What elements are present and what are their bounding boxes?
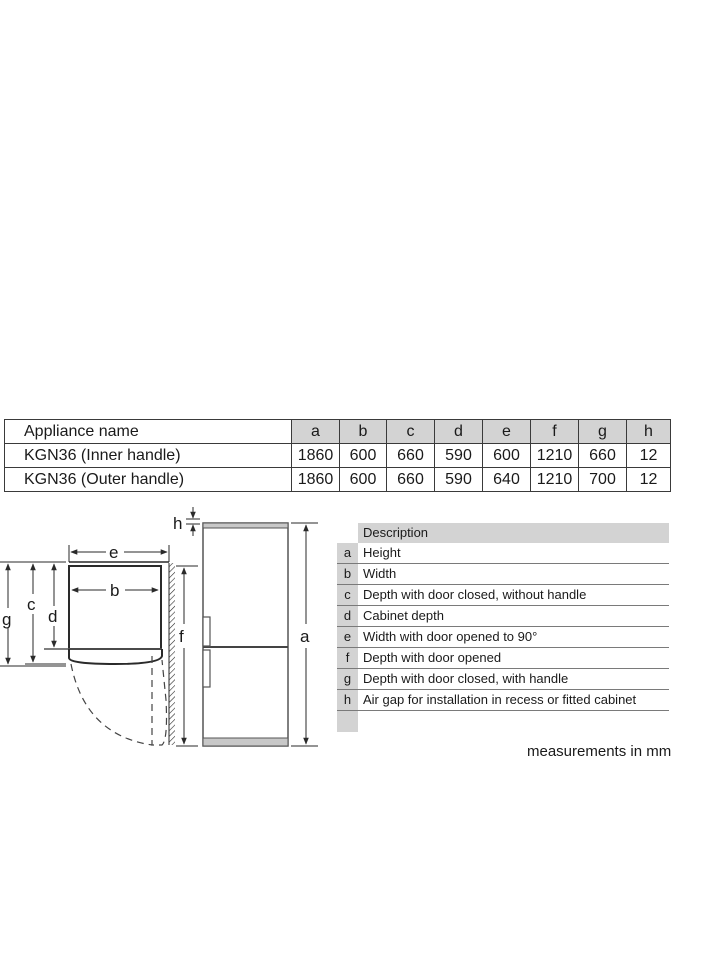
label-a: a <box>300 627 310 646</box>
legend-key: d <box>337 606 358 626</box>
legend-desc: Cabinet depth <box>363 608 444 623</box>
legend-desc: Depth with door opened <box>363 650 502 665</box>
label-d: d <box>48 607 58 626</box>
table-header-row <box>5 420 671 444</box>
dimensions-table <box>4 419 671 492</box>
legend-key: e <box>337 627 358 647</box>
legend-key: g <box>337 669 358 689</box>
legend-desc: Height <box>363 545 401 560</box>
legend-key: f <box>337 648 358 668</box>
top-view <box>0 543 198 746</box>
label-e: e <box>109 543 119 562</box>
header-col-g: g <box>579 420 627 444</box>
legend-item <box>337 564 669 585</box>
dimension-drawing <box>0 500 330 760</box>
legend-item <box>337 648 669 669</box>
legend-desc: Air gap for installation in recess or fitted cabinet <box>363 692 637 707</box>
value-cell-c: 660 <box>387 444 435 468</box>
front-view <box>173 507 318 746</box>
legend-key: c <box>337 585 358 605</box>
value-cell-a: 1860 <box>292 468 340 492</box>
legend-key: b <box>337 564 358 584</box>
legend-title: Description <box>358 523 669 543</box>
legend-desc: Depth with door closed, without handle <box>363 587 587 602</box>
lower-handle <box>203 650 210 687</box>
wall-hatch <box>169 563 175 745</box>
header-col-b: b <box>340 420 387 444</box>
header-col-a: a <box>292 420 340 444</box>
legend-key-column-tail <box>337 711 358 732</box>
legend-item <box>337 543 669 564</box>
legend-item <box>337 585 669 606</box>
value-cell-h: 12 <box>627 468 671 492</box>
value-cell-d: 590 <box>435 444 483 468</box>
label-g: g <box>2 610 12 629</box>
legend-item <box>337 627 669 648</box>
top-plinth <box>203 523 288 528</box>
units-note: measurements in mm <box>527 743 672 760</box>
value-cell-d: 590 <box>435 468 483 492</box>
value-cell-c: 660 <box>387 468 435 492</box>
appliance-name-cell: KGN36 (Outer handle) <box>5 468 292 492</box>
legend-item <box>337 606 669 627</box>
header-col-f: f <box>531 420 579 444</box>
value-cell-h: 12 <box>627 444 671 468</box>
value-cell-f: 1210 <box>531 444 579 468</box>
label-f: f <box>179 627 184 646</box>
door-outline <box>69 649 162 664</box>
header-col-h: h <box>627 420 671 444</box>
value-cell-f: 1210 <box>531 468 579 492</box>
table-row <box>5 468 671 492</box>
legend-item <box>337 690 669 711</box>
legend-key: a <box>337 543 358 563</box>
cabinet-top-outline <box>69 566 161 649</box>
appliance-name-cell: KGN36 (Inner handle) <box>5 444 292 468</box>
upper-handle <box>203 617 210 646</box>
header-col-d: d <box>435 420 483 444</box>
label-b: b <box>110 581 120 600</box>
value-cell-b: 600 <box>340 444 387 468</box>
legend-item <box>337 669 669 690</box>
table-row <box>5 444 671 468</box>
label-c: c <box>27 595 36 614</box>
door-open-outline <box>152 656 167 745</box>
value-cell-a: 1860 <box>292 444 340 468</box>
legend-desc: Depth with door closed, with handle <box>363 671 569 686</box>
value-cell-e: 600 <box>483 444 531 468</box>
fridge-front-outline <box>203 523 288 746</box>
header-col-c: c <box>387 420 435 444</box>
door-swing-arc <box>71 664 152 745</box>
value-cell-g: 700 <box>579 468 627 492</box>
bottom-plinth <box>203 738 288 746</box>
legend-desc: Width <box>363 566 397 581</box>
value-cell-e: 640 <box>483 468 531 492</box>
label-h: h <box>173 514 183 533</box>
dimension-legend <box>337 523 669 732</box>
legend-key: h <box>337 690 358 710</box>
legend-desc: Width with door opened to 90° <box>363 629 538 644</box>
value-cell-g: 660 <box>579 444 627 468</box>
header-col-e: e <box>483 420 531 444</box>
header-appliance-name: Appliance name <box>5 420 292 444</box>
value-cell-b: 600 <box>340 468 387 492</box>
